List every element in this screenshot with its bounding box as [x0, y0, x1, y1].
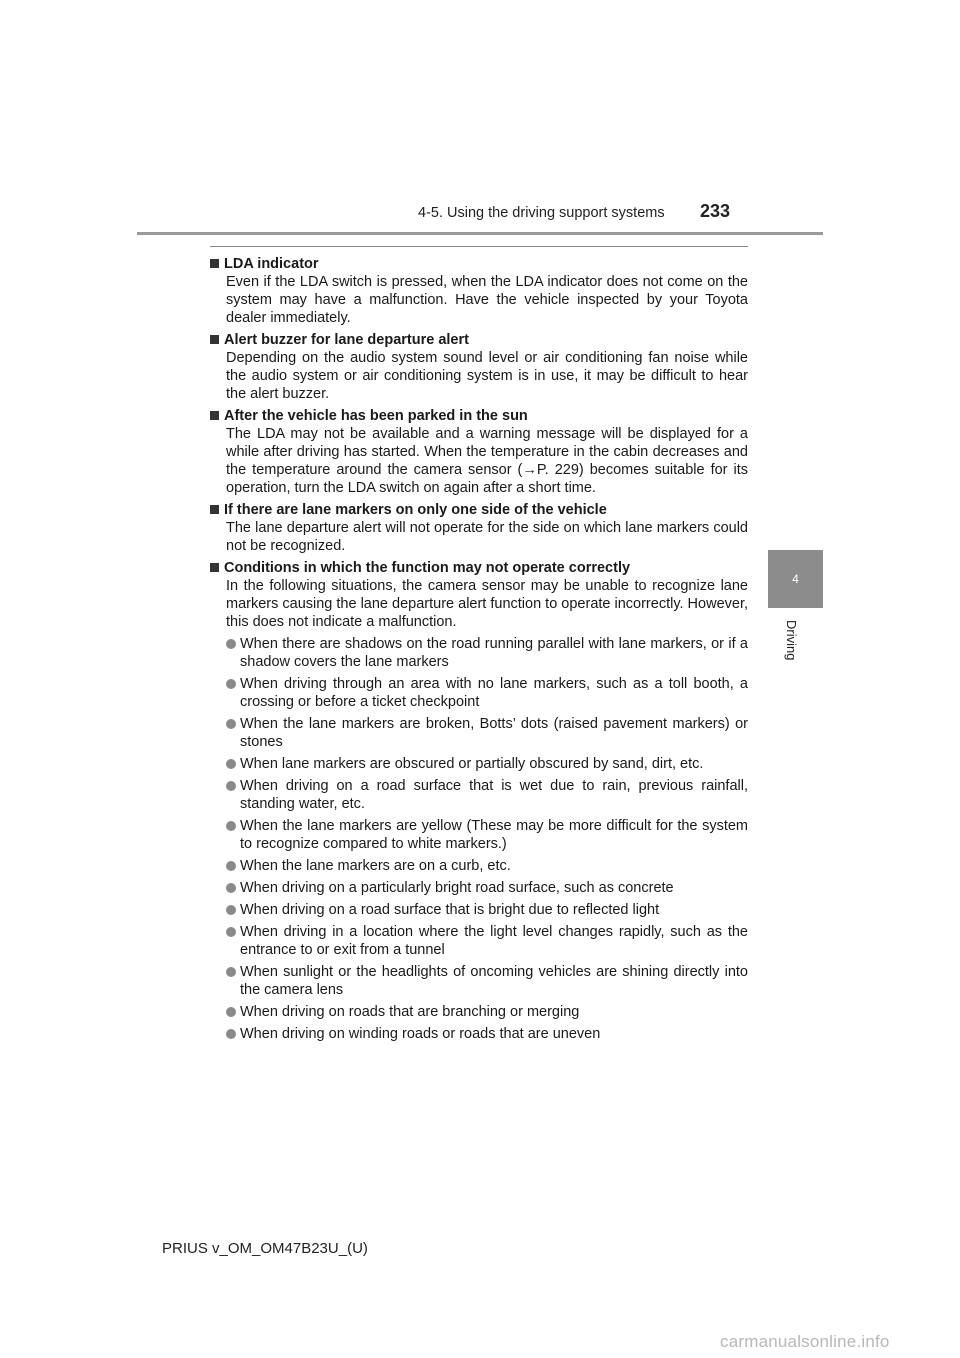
section-heading: Alert buzzer for lane departure alert — [224, 332, 469, 348]
section-lda-indicator — [210, 255, 748, 327]
list-item: When the lane markers are broken, Botts’ dots (raised pavement markers) or stones — [226, 715, 748, 751]
list-item: When there are shadows on the road running parallel with lane markers, or if a shadow covers the lane markers — [226, 635, 748, 671]
list-item: When driving on winding roads or roads that are uneven — [226, 1025, 748, 1043]
list-item: When sunlight or the headlights of oncoming vehicles are shining directly into the camera lens — [226, 963, 748, 999]
content-top-divider — [210, 246, 748, 247]
circle-bullet-icon — [226, 967, 236, 977]
circle-bullet-icon — [226, 927, 236, 937]
circle-bullet-icon — [226, 1029, 236, 1039]
document-code: PRIUS v_OM_OM47B23U_(U) — [162, 1240, 368, 1257]
circle-bullet-icon — [226, 781, 236, 791]
circle-bullet-icon — [226, 1007, 236, 1017]
circle-bullet-icon — [226, 905, 236, 915]
circle-bullet-icon — [226, 639, 236, 649]
section-body: Depending on the audio system sound level or air conditioning fan noise while the audio system or air conditioning system is in use, it may be difficult to hear the alert buzzer. — [226, 350, 748, 402]
section-body: Even if the LDA switch is pressed, when the LDA indicator does not come on the system may have a malfunction. Have the vehicle inspected by your Toyota dealer immediately. — [226, 274, 748, 326]
section-parked-in-sun — [210, 407, 748, 497]
circle-bullet-icon — [226, 719, 236, 729]
list-item: When driving on a particularly bright road surface, such as concrete — [226, 879, 748, 897]
watermark: carmanualsonline.info — [720, 1332, 890, 1351]
chapter-tab: 4 — [768, 550, 823, 608]
section-heading: If there are lane markers on only one side of the vehicle — [224, 502, 607, 518]
square-bullet-icon — [210, 259, 219, 268]
header-divider — [137, 232, 823, 235]
page-content — [210, 255, 748, 1047]
square-bullet-icon — [210, 411, 219, 420]
circle-bullet-icon — [226, 883, 236, 893]
page-number: 233 — [700, 201, 731, 221]
section-one-side-markers — [210, 501, 748, 555]
section-alert-buzzer — [210, 331, 748, 403]
circle-bullet-icon — [226, 861, 236, 871]
circle-bullet-icon — [226, 679, 236, 689]
chapter-label: Driving — [784, 620, 799, 661]
list-item: When driving on roads that are branching or merging — [226, 1003, 748, 1021]
square-bullet-icon — [210, 505, 219, 514]
conditions-list — [210, 635, 748, 1043]
list-item: When the lane markers are yellow (These may be more difficult for the system to recognize compared to white markers.) — [226, 817, 748, 853]
circle-bullet-icon — [226, 821, 236, 831]
section-body: The lane departure alert will not operate for the side on which lane markers could not be recognized. — [226, 520, 748, 554]
list-item: When driving on a road surface that is bright due to reflected light — [226, 901, 748, 919]
square-bullet-icon — [210, 563, 219, 572]
section-operating-conditions — [210, 559, 748, 1043]
circle-bullet-icon — [226, 759, 236, 769]
header-section-title: 4-5. Using the driving support systems — [418, 205, 665, 221]
section-body: In the following situations, the camera sensor may be unable to recognize lane markers causing the lane departure alert function to operate incorrectly. However, this does not indicate a malfunction. — [226, 578, 748, 630]
list-item: When the lane markers are on a curb, etc. — [226, 857, 748, 875]
section-heading: LDA indicator — [224, 256, 319, 272]
list-item: When lane markers are obscured or partially obscured by sand, dirt, etc. — [226, 755, 748, 773]
list-item: When driving on a road surface that is wet due to rain, previous rainfall, standing water, etc. — [226, 777, 748, 813]
list-item: When driving in a location where the light level changes rapidly, such as the entrance to or exit from a tunnel — [226, 923, 748, 959]
section-body: The LDA may not be available and a warning message will be displayed for a while after driving has started. When the temperature in the cabin decreases and the temperature around the camera sensor (→P. 229) becomes suitable for its operation, turn the LDA switch on again after a short time. — [226, 426, 748, 496]
section-heading: After the vehicle has been parked in the sun — [224, 408, 528, 424]
square-bullet-icon — [210, 335, 219, 344]
section-heading: Conditions in which the function may not operate correctly — [224, 560, 631, 576]
list-item: When driving through an area with no lane markers, such as a toll booth, a crossing or before a ticket checkpoint — [226, 675, 748, 711]
